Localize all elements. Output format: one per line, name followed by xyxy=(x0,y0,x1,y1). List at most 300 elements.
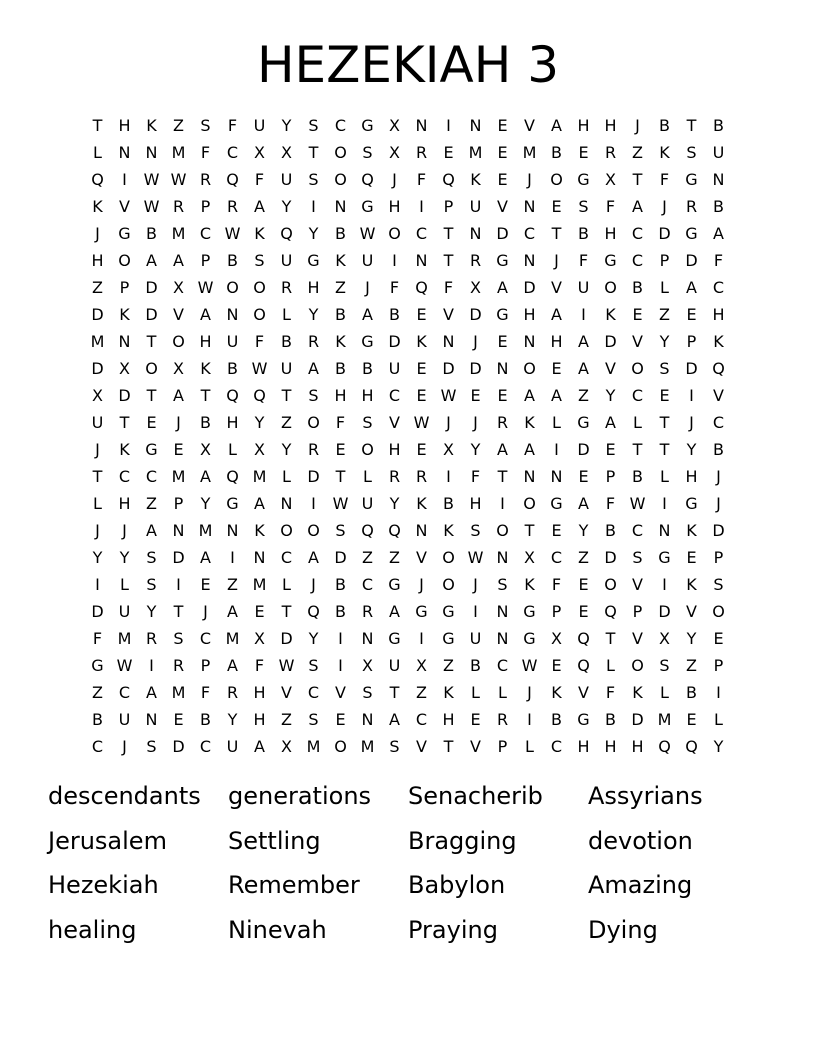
grid-cell: F xyxy=(92,629,103,648)
letter-grid xyxy=(84,112,732,760)
grid-cell: B xyxy=(227,251,238,270)
grid-cell: A xyxy=(686,278,697,297)
grid-cell: R xyxy=(604,143,617,162)
grid-cell: D xyxy=(631,710,644,729)
grid-cell: E xyxy=(173,440,184,459)
grid-cell: M xyxy=(252,575,267,594)
grid-row xyxy=(84,274,732,301)
grid-cell: A xyxy=(227,656,238,675)
grid-cell: H xyxy=(334,386,347,405)
grid-cell: M xyxy=(117,629,132,648)
grid-cell: V xyxy=(632,575,643,594)
grid-cell: I xyxy=(716,683,721,702)
grid-cell: T xyxy=(281,602,292,621)
grid-cell: E xyxy=(578,602,589,621)
grid-cell: N xyxy=(523,251,536,270)
grid-cell: C xyxy=(388,386,401,405)
grid-cell: V xyxy=(578,683,589,702)
grid-cell: V xyxy=(389,413,400,432)
grid-cell: K xyxy=(254,521,265,540)
grid-cell: S xyxy=(308,386,319,405)
grid-cell: W xyxy=(359,224,376,243)
grid-cell: G xyxy=(577,170,590,189)
grid-cell: F xyxy=(443,278,454,297)
grid-cell: H xyxy=(91,251,104,270)
grid-cell: B xyxy=(713,116,724,135)
grid-cell: F xyxy=(605,197,616,216)
grid-cell: V xyxy=(524,116,535,135)
grid-cell: C xyxy=(631,224,644,243)
word-list xyxy=(48,774,768,952)
grid-cell: S xyxy=(200,116,211,135)
grid-cell: Y xyxy=(605,386,616,405)
grid-cell: W xyxy=(143,170,160,189)
grid-cell: U xyxy=(361,251,374,270)
grid-cell: R xyxy=(415,143,428,162)
grid-row xyxy=(84,220,732,247)
grid-cell: G xyxy=(604,251,617,270)
grid-cell: A xyxy=(146,683,157,702)
grid-cell: E xyxy=(686,548,697,567)
grid-cell: M xyxy=(468,143,483,162)
grid-cell: Z xyxy=(632,143,643,162)
grid-cell: Q xyxy=(361,170,374,189)
grid-cell: N xyxy=(496,548,509,567)
grid-cell: N xyxy=(253,548,266,567)
grid-cell: S xyxy=(362,683,373,702)
grid-cell: E xyxy=(551,197,562,216)
grid-cell: O xyxy=(334,737,347,756)
grid-cell: B xyxy=(659,116,670,135)
grid-cell: E xyxy=(200,575,211,594)
grid-cell: J xyxy=(473,575,478,594)
grid-cell: J xyxy=(176,413,181,432)
grid-row xyxy=(84,409,732,436)
grid-cell: S xyxy=(713,575,724,594)
grid-cell: D xyxy=(172,737,185,756)
grid-cell: Q xyxy=(577,656,590,675)
grid-cell: S xyxy=(389,737,400,756)
grid-cell: G xyxy=(361,197,374,216)
grid-cell: B xyxy=(632,278,643,297)
grid-row xyxy=(84,193,732,220)
grid-cell: R xyxy=(172,197,185,216)
grid-cell: O xyxy=(388,224,401,243)
grid-cell: T xyxy=(443,737,454,756)
grid-cell: B xyxy=(335,224,346,243)
grid-cell: R xyxy=(172,656,185,675)
grid-cell: H xyxy=(604,116,617,135)
grid-cell: A xyxy=(254,494,265,513)
grid-cell: Y xyxy=(308,305,319,324)
grid-cell: D xyxy=(685,251,698,270)
grid-cell: P xyxy=(119,278,130,297)
grid-cell: U xyxy=(388,359,401,378)
grid-cell: G xyxy=(550,494,563,513)
grid-cell: T xyxy=(146,332,157,351)
grid-cell: Q xyxy=(280,224,293,243)
grid-cell: V xyxy=(443,305,454,324)
grid-row xyxy=(84,490,732,517)
grid-cell: I xyxy=(338,656,343,675)
grid-cell: N xyxy=(523,467,536,486)
grid-cell: I xyxy=(392,251,397,270)
grid-cell: M xyxy=(522,143,537,162)
grid-cell: Q xyxy=(685,737,698,756)
grid-cell: H xyxy=(577,737,590,756)
grid-cell: O xyxy=(496,521,509,540)
grid-cell: P xyxy=(713,656,724,675)
grid-cell: A xyxy=(551,116,562,135)
grid-cell: G xyxy=(496,305,509,324)
grid-cell: S xyxy=(308,656,319,675)
grid-cell: M xyxy=(171,467,186,486)
grid-cell: B xyxy=(389,305,400,324)
grid-cell: X xyxy=(281,737,292,756)
grid-cell: H xyxy=(604,737,617,756)
grid-cell: V xyxy=(632,332,643,351)
grid-row xyxy=(84,112,732,139)
grid-cell: C xyxy=(631,251,644,270)
grid-cell: Y xyxy=(281,197,292,216)
grid-cell: X xyxy=(416,656,427,675)
grid-cell: V xyxy=(416,548,427,567)
grid-cell: K xyxy=(470,170,481,189)
grid-cell: H xyxy=(631,737,644,756)
grid-cell: K xyxy=(605,305,616,324)
grid-cell: G xyxy=(685,170,698,189)
grid-cell: L xyxy=(471,683,480,702)
grid-cell: B xyxy=(335,359,346,378)
word-list-item: healing xyxy=(48,915,137,944)
grid-cell: J xyxy=(122,521,127,540)
grid-cell: H xyxy=(550,332,563,351)
grid-cell: A xyxy=(551,305,562,324)
word-list-item: Bragging xyxy=(408,826,517,855)
grid-cell: U xyxy=(712,143,725,162)
grid-cell: T xyxy=(281,386,292,405)
grid-cell: A xyxy=(200,548,211,567)
grid-cell: T xyxy=(173,602,184,621)
grid-cell: R xyxy=(280,278,293,297)
grid-cell: G xyxy=(685,494,698,513)
grid-cell: P xyxy=(632,602,643,621)
grid-cell: X xyxy=(254,440,265,459)
grid-cell: I xyxy=(581,305,586,324)
grid-cell: G xyxy=(577,710,590,729)
grid-cell: F xyxy=(713,251,724,270)
grid-cell: S xyxy=(659,656,670,675)
grid-cell: B xyxy=(227,359,238,378)
grid-cell: F xyxy=(605,683,616,702)
grid-cell: B xyxy=(281,332,292,351)
grid-cell: F xyxy=(659,170,670,189)
grid-cell: E xyxy=(551,521,562,540)
grid-cell: F xyxy=(254,332,265,351)
grid-cell: V xyxy=(605,359,616,378)
grid-cell: K xyxy=(416,494,427,513)
grid-cell: D xyxy=(91,359,104,378)
grid-cell: Q xyxy=(226,170,239,189)
grid-cell: X xyxy=(524,548,535,567)
grid-cell: D xyxy=(604,332,617,351)
grid-cell: D xyxy=(307,467,320,486)
grid-cell: W xyxy=(332,494,349,513)
grid-cell: T xyxy=(119,413,130,432)
grid-cell: G xyxy=(388,629,401,648)
grid-cell: O xyxy=(145,359,158,378)
grid-cell: J xyxy=(662,197,667,216)
grid-cell: N xyxy=(658,521,671,540)
grid-cell: W xyxy=(629,494,646,513)
grid-cell: K xyxy=(686,575,697,594)
grid-cell: C xyxy=(550,737,563,756)
grid-cell: Z xyxy=(443,656,454,675)
grid-cell: F xyxy=(578,251,589,270)
grid-cell: T xyxy=(92,116,103,135)
grid-cell: A xyxy=(578,332,589,351)
grid-cell: V xyxy=(416,737,427,756)
grid-cell: T xyxy=(659,440,670,459)
grid-cell: N xyxy=(226,521,239,540)
grid-cell: E xyxy=(416,440,427,459)
grid-cell: B xyxy=(200,413,211,432)
grid-cell: Q xyxy=(442,170,455,189)
grid-cell: A xyxy=(173,386,184,405)
grid-cell: G xyxy=(361,116,374,135)
grid-cell: Y xyxy=(308,224,319,243)
grid-cell: S xyxy=(308,116,319,135)
grid-row xyxy=(84,679,732,706)
grid-cell: E xyxy=(497,332,508,351)
grid-cell: K xyxy=(119,440,130,459)
grid-cell: A xyxy=(713,224,724,243)
grid-cell: J xyxy=(716,494,721,513)
grid-cell: B xyxy=(362,359,373,378)
grid-cell: Z xyxy=(335,278,346,297)
grid-cell: O xyxy=(361,440,374,459)
grid-cell: Z xyxy=(362,548,373,567)
grid-cell: N xyxy=(361,710,374,729)
grid-cell: T xyxy=(686,116,697,135)
grid-cell: V xyxy=(281,683,292,702)
grid-cell: W xyxy=(224,224,241,243)
grid-cell: Q xyxy=(253,386,266,405)
grid-row xyxy=(84,355,732,382)
grid-cell: M xyxy=(360,737,375,756)
grid-cell: H xyxy=(226,413,239,432)
grid-row xyxy=(84,436,732,463)
grid-cell: T xyxy=(524,521,535,540)
grid-cell: E xyxy=(578,575,589,594)
grid-cell: D xyxy=(469,359,482,378)
grid-cell: Z xyxy=(146,494,157,513)
grid-cell: A xyxy=(578,494,589,513)
grid-cell: S xyxy=(146,575,157,594)
grid-cell: Z xyxy=(578,386,589,405)
grid-cell: Y xyxy=(470,440,481,459)
word-list-item: Remember xyxy=(228,871,360,899)
grid-cell: T xyxy=(551,224,562,243)
grid-cell: H xyxy=(388,440,401,459)
grid-cell: I xyxy=(311,197,316,216)
grid-cell: R xyxy=(226,197,239,216)
grid-cell: Z xyxy=(227,575,238,594)
grid-cell: G xyxy=(523,629,536,648)
grid-row xyxy=(84,328,732,355)
grid-cell: B xyxy=(551,143,562,162)
grid-cell: N xyxy=(334,197,347,216)
grid-cell: E xyxy=(416,359,427,378)
word-list-item: Ninevah xyxy=(228,915,327,944)
grid-cell: V xyxy=(551,278,562,297)
grid-cell: M xyxy=(657,710,672,729)
grid-row xyxy=(84,517,732,544)
grid-cell: L xyxy=(282,305,291,324)
grid-cell: E xyxy=(551,359,562,378)
grid-cell: P xyxy=(200,251,211,270)
grid-cell: B xyxy=(605,521,616,540)
grid-row xyxy=(84,733,732,760)
grid-cell: Z xyxy=(416,683,427,702)
grid-cell: P xyxy=(497,737,508,756)
grid-cell: L xyxy=(606,656,615,675)
grid-cell: G xyxy=(415,602,428,621)
grid-cell: P xyxy=(200,656,211,675)
grid-cell: D xyxy=(658,224,671,243)
grid-cell: O xyxy=(307,413,320,432)
grid-cell: E xyxy=(659,386,670,405)
grid-cell: Q xyxy=(604,602,617,621)
grid-row xyxy=(84,301,732,328)
grid-cell: F xyxy=(416,170,427,189)
grid-cell: K xyxy=(200,359,211,378)
grid-cell: A xyxy=(308,359,319,378)
grid-cell: Y xyxy=(254,413,265,432)
grid-cell: T xyxy=(389,683,400,702)
grid-cell: B xyxy=(632,467,643,486)
grid-cell: P xyxy=(686,332,697,351)
grid-cell: Y xyxy=(281,116,292,135)
grid-cell: M xyxy=(225,629,240,648)
grid-cell: G xyxy=(442,629,455,648)
grid-cell: G xyxy=(118,224,131,243)
grid-cell: Y xyxy=(578,521,589,540)
grid-cell: F xyxy=(254,170,265,189)
grid-cell: I xyxy=(689,386,694,405)
grid-cell: D xyxy=(712,521,725,540)
grid-cell: Z xyxy=(389,548,400,567)
grid-cell: O xyxy=(172,332,185,351)
grid-cell: H xyxy=(604,224,617,243)
grid-cell: B xyxy=(335,305,346,324)
grid-cell: R xyxy=(199,170,212,189)
word-list-item: Assyrians xyxy=(588,782,703,810)
grid-cell: S xyxy=(254,251,265,270)
word-list-item: Amazing xyxy=(588,871,693,899)
grid-cell: S xyxy=(173,629,184,648)
word-list-item: Babylon xyxy=(408,871,506,899)
grid-cell: D xyxy=(145,278,158,297)
grid-cell: N xyxy=(469,224,482,243)
grid-cell: S xyxy=(308,170,319,189)
grid-cell: Y xyxy=(659,332,670,351)
grid-cell: J xyxy=(203,602,208,621)
grid-cell: I xyxy=(500,494,505,513)
grid-cell: N xyxy=(496,629,509,648)
grid-cell: B xyxy=(713,197,724,216)
grid-cell: M xyxy=(252,467,267,486)
grid-cell: N xyxy=(442,332,455,351)
grid-cell: I xyxy=(419,197,424,216)
grid-cell: L xyxy=(660,467,669,486)
grid-cell: A xyxy=(389,710,400,729)
grid-cell: O xyxy=(334,143,347,162)
grid-cell: E xyxy=(632,305,643,324)
grid-cell: Q xyxy=(388,521,401,540)
grid-cell: K xyxy=(524,575,535,594)
grid-cell: F xyxy=(470,467,481,486)
grid-cell: X xyxy=(173,278,184,297)
grid-cell: Z xyxy=(686,656,697,675)
grid-cell: O xyxy=(118,251,131,270)
grid-cell: L xyxy=(282,467,291,486)
grid-cell: T xyxy=(146,386,157,405)
grid-cell: Z xyxy=(281,413,292,432)
grid-cell: N xyxy=(496,359,509,378)
grid-cell: D xyxy=(685,359,698,378)
grid-cell: C xyxy=(415,710,428,729)
grid-row xyxy=(84,247,732,274)
grid-cell: D xyxy=(334,548,347,567)
grid-cell: G xyxy=(658,548,671,567)
grid-cell: K xyxy=(551,683,562,702)
grid-cell: Q xyxy=(658,737,671,756)
grid-cell: Z xyxy=(659,305,670,324)
grid-cell: E xyxy=(551,656,562,675)
grid-cell: N xyxy=(118,332,131,351)
grid-cell: R xyxy=(307,440,320,459)
grid-cell: D xyxy=(280,629,293,648)
grid-cell: B xyxy=(200,710,211,729)
grid-cell: S xyxy=(146,548,157,567)
grid-cell: Z xyxy=(578,548,589,567)
grid-cell: N xyxy=(361,629,374,648)
grid-cell: N xyxy=(145,710,158,729)
grid-cell: J xyxy=(527,170,532,189)
grid-cell: C xyxy=(199,737,212,756)
grid-cell: U xyxy=(388,656,401,675)
grid-cell: P xyxy=(173,494,184,513)
grid-cell: A xyxy=(389,602,400,621)
grid-cell: Q xyxy=(91,170,104,189)
grid-cell: Q xyxy=(712,359,725,378)
grid-cell: A xyxy=(362,305,373,324)
grid-cell: I xyxy=(149,656,154,675)
grid-cell: Y xyxy=(686,629,697,648)
grid-cell: H xyxy=(307,278,320,297)
grid-cell: O xyxy=(604,278,617,297)
grid-cell: C xyxy=(307,683,320,702)
grid-cell: J xyxy=(716,467,721,486)
grid-cell: O xyxy=(253,278,266,297)
word-list-item: devotion xyxy=(588,826,693,855)
grid-cell: X xyxy=(281,143,292,162)
grid-cell: C xyxy=(550,548,563,567)
grid-cell: V xyxy=(470,737,481,756)
grid-cell: O xyxy=(280,521,293,540)
grid-cell: O xyxy=(712,602,725,621)
